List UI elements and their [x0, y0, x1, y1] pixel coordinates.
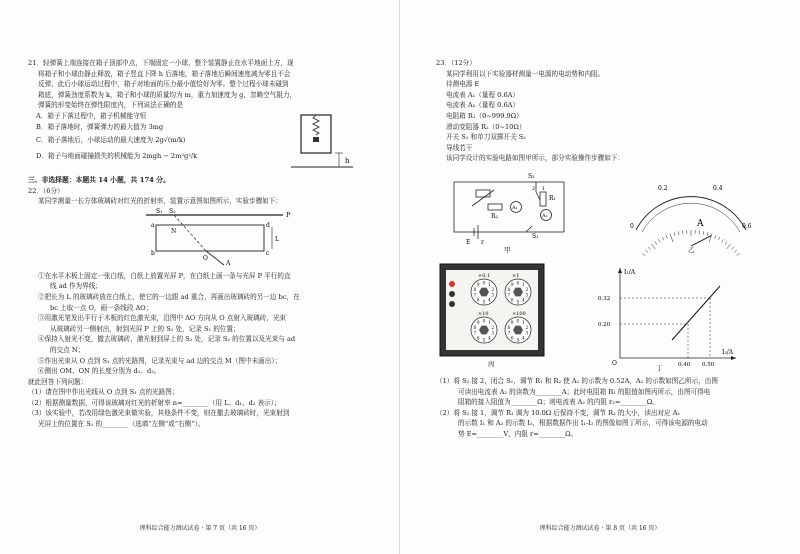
q23-line: 电阻箱 R₁（0~999.9Ω） — [446, 111, 523, 120]
meter-tick-mark — [674, 232, 675, 235]
corner-b-label: b — [151, 249, 155, 257]
dial-number: 9 — [476, 282, 480, 288]
q23-question: （2）将 S₂ 接 1，调节 R₁ 调为 10.0Ω 后保持不变，调节 R₂ 的大小，读出对应 A₁ — [436, 408, 681, 417]
meter-tick-mark — [727, 244, 731, 249]
q22-question: （2）根据测量数据，可得该玻璃对红光的折射率 n=________（用 L、d₁、d₂ 表示）； — [28, 398, 281, 407]
left-footer: 理科综合能力测试试卷 · 第 7 页（共 16 页） — [139, 525, 261, 532]
q22-question: 光屏上的位置在 S₁ 的________（选填“左侧”或“右侧”）。 — [38, 420, 205, 429]
resistance-box-bing — [436, 262, 556, 372]
meter-tick-mark — [715, 235, 716, 238]
dial-number: 2 — [491, 286, 495, 292]
q23-line: 待测电源 E — [446, 80, 480, 89]
q23-line: 该同学设计的实验电路如图甲所示，部分实验操作步骤如下： — [446, 154, 625, 163]
refraction-figure — [28, 207, 388, 267]
dial-multiplier: ×1 — [512, 272, 520, 279]
switch-s2-label: S₂ — [528, 172, 535, 180]
s1-label: S₁ — [156, 207, 163, 215]
meter-tick-mark — [678, 231, 679, 234]
dial-number: 3 — [525, 292, 529, 298]
q23-head: 23．（12分） — [436, 59, 476, 67]
dial-number: 9 — [510, 282, 514, 288]
ammeter-a2-label: A₂ — [542, 212, 548, 219]
dial-number: 2 — [491, 324, 495, 330]
q23-line: 电流表 A₁（量程 0.6A） — [446, 90, 520, 99]
meter-tick-mark — [737, 253, 740, 255]
q23-line: 导线若干 — [446, 143, 473, 152]
meter-tick-mark — [662, 237, 664, 240]
dial-number: 0 — [516, 280, 520, 286]
q22-step: bc 上取一点 O，画一条线段 AO； — [50, 303, 153, 312]
q22-step: ⑥测出 OM、ON 的长度分别为 d₁、d₂。 — [38, 367, 161, 376]
resistor-r2-label: R₂ — [491, 212, 498, 220]
q21-line: 箱底，弹簧劲度系数为 k，箱子和小球的质量均为 m，重力加速度为 g，忽略空气阻力， — [38, 90, 297, 99]
meter-tick-mark — [718, 237, 720, 240]
q22-answer-intro: 就此回答下列问题： — [28, 377, 88, 386]
dial-multiplier: ×10 — [478, 310, 489, 317]
graph-y-tick-0.20: 0.20 — [598, 321, 611, 328]
dial-number: 9 — [510, 320, 514, 326]
dial-number: 2 — [525, 324, 529, 330]
q22-step: 线 ad 作为界线； — [50, 282, 102, 291]
meter-needle — [691, 235, 711, 245]
q22-step: 从玻璃砖另一侧射出，射到光屏 P 上的 S₁ 处，记录 S₁ 的位置； — [50, 324, 240, 333]
right-footer: 理科综合能力测试试卷 · 第 8 页（共 16 页） — [539, 525, 661, 532]
meter-tick-mark — [707, 232, 708, 235]
q23-question: （1）将 S₂ 接 2，闭合 S₁，调节 R₁ 和 R₂ 使 A₁ 的示数为 0.52A，A₂ 的示数如图乙所示，由图 — [436, 376, 718, 385]
dial-number: 4 — [522, 335, 525, 341]
dial-multiplier: ×100 — [512, 310, 526, 317]
meter-tick-mark — [666, 235, 667, 238]
dial-number: 1 — [522, 320, 525, 326]
circuit-diagram-jia — [436, 168, 596, 256]
graph-x-axis-label: I₂/A — [722, 348, 734, 356]
q22-steps — [28, 271, 386, 377]
point-n-label: N — [171, 227, 177, 235]
meter-tick-mark — [645, 250, 648, 252]
figure-jia-caption: 甲 — [504, 245, 511, 254]
meter-tick-0: 0 — [630, 222, 634, 230]
dial-number: 8 — [507, 324, 511, 330]
dial-number: 5 — [482, 299, 486, 305]
meter-tick-mark — [655, 242, 657, 245]
box-spring-figure — [273, 111, 363, 173]
figure-ding-caption: 丁 — [656, 363, 663, 372]
dial-number: 5 — [516, 337, 520, 343]
q22-question: （1）请在图中作出光线从 O 点到 S₁ 点的光路图； — [28, 388, 179, 397]
dial-number: 0 — [482, 318, 486, 324]
meter-unit-label: A — [697, 218, 704, 229]
dial-number: 8 — [473, 286, 477, 292]
graph-origin-label: O — [612, 359, 617, 367]
dial-number: 3 — [491, 330, 495, 336]
ammeter-dial-yi — [616, 168, 766, 256]
q21-line: 弹簧的形变始终在弹性限度内，下列说法正确的是 — [38, 101, 184, 110]
q21-line: 将箱子和小球由静止释放，箱子竖直下降 h 后落地，箱子落地后瞬间速度减为零且不会 — [38, 69, 291, 78]
q23-line: 开关 S₁ 和单刀双掷开关 S₂ — [446, 133, 526, 142]
meter-tick-mark — [725, 242, 727, 245]
q23-question: 势 E=________V，内阻 r=________Ω。 — [458, 429, 578, 438]
dial-number: 8 — [473, 324, 477, 330]
meter-tick-0.2: 0.2 — [658, 184, 668, 192]
figure-bing-caption: 丙 — [488, 359, 495, 368]
meter-tick-mark — [670, 234, 673, 242]
source-e-label: E — [466, 238, 471, 246]
terminal-2-label: 2 — [532, 185, 536, 192]
dial-number: 6 — [476, 335, 480, 341]
meter-tick-mark — [648, 247, 650, 250]
meter-tick-mark — [731, 247, 733, 250]
dial-number: 1 — [522, 282, 525, 288]
q23-line: 滑动变阻器 R₂（0~10Ω） — [446, 122, 526, 131]
dial-number: 4 — [488, 335, 491, 341]
dial-number: 6 — [510, 297, 514, 303]
dial-number: 4 — [488, 297, 491, 303]
q22-head: 22．（6分） — [28, 186, 64, 195]
question-21 — [28, 58, 386, 173]
corner-a-label: a — [151, 221, 155, 229]
switch-s1-label: S₁ — [532, 232, 539, 240]
graph-y-tick-0.32: 0.32 — [598, 295, 611, 302]
corner-d-label: d — [266, 221, 270, 229]
q23-question: 阻箱的接入阻值为________Ω；则电流表 A₂ 的内阻 r₂=________Ω。 — [458, 398, 659, 407]
s2-label: S₂ — [169, 207, 176, 215]
q22-step: ①在水平木板上固定一张白纸，白纸上放置光屏 P，在白纸上画一条与光屏 P 平行的直 — [38, 271, 291, 280]
q22-intro: 某同学测量一长方体玻璃砖对红光的折射率，装置示意图如图所示，实验步骤如下： — [38, 197, 282, 206]
dial-number: 0 — [516, 318, 520, 324]
q21-option-c: C．箱子落地后，小球运动的最大速度为 2g√(m/k) — [36, 136, 186, 145]
meter-tick-mark — [734, 250, 737, 252]
dial-number: 6 — [510, 335, 514, 341]
dial-number: 7 — [473, 330, 477, 336]
point-a-label: A — [226, 259, 231, 267]
q23-question: 可读出电流表 A₂ 的读数为________A；此时电阻箱 R₁ 的阻值如图丙所示，由图可得电 — [458, 387, 711, 396]
dial-number: 7 — [473, 292, 477, 298]
meter-tick-mark — [709, 234, 712, 242]
dial-number: 3 — [491, 292, 495, 298]
graph-y-axis-label: I₁/A — [624, 268, 636, 276]
right-page — [400, 0, 800, 554]
dial-number: 3 — [525, 330, 529, 336]
q21-option-d: D．箱子与地面碰撞损失的机械能为 2mgh − 2m²g²/k — [36, 152, 198, 161]
dial-number: 0 — [482, 280, 486, 286]
q22-step: ④保持入射光不变，撤去玻璃砖，激光射到屏上的 S₂ 处，记录 S₂ 的位置以及光束与 ad — [38, 335, 296, 344]
graph-x-tick-0.50: 0.50 — [702, 361, 715, 368]
meter-tick-mark — [651, 244, 655, 249]
graph-ding — [596, 262, 746, 372]
q21-option-b: B．箱子落地时，弹簧弹力的最大值为 3mg — [36, 122, 164, 131]
corner-c-label: c — [266, 249, 270, 257]
screen-p-label: P — [286, 210, 291, 219]
section-3-heading: 三、非选择题：本题共 14 小题，共 174 分。 — [28, 175, 170, 184]
meter-tick-0.6: 0.6 — [742, 222, 752, 230]
ammeter-a1-label: A₁ — [512, 204, 518, 211]
meter-tick-mark — [642, 253, 645, 255]
meter-tick-mark — [658, 239, 660, 242]
meter-tick-mark — [722, 239, 724, 242]
terminal-1-label: 1 — [542, 185, 546, 192]
resistor-r1-label: R₁ — [549, 194, 556, 202]
q22-step: ③用激光笔发出平行于木板的红色激光束，沿图中 AO 方向从 O 点射入玻璃砖，光束 — [38, 314, 287, 323]
dial-number: 9 — [476, 320, 480, 326]
dial-number: 4 — [522, 297, 525, 303]
point-o-label: O — [203, 254, 208, 262]
q23-question: 的示数 I₁ 和 A₂ 的示数 I₂，根据数据作出 I₁-I₂ 的图像如图丁所示，可得该电源的电动 — [458, 419, 708, 428]
dial-number: 1 — [488, 282, 491, 288]
q22-step: 的交点 N； — [50, 345, 85, 354]
q21-option-a: A．箱子下落过程中，箱子机械能守恒 — [36, 111, 147, 120]
figure-yi-caption: 乙 — [688, 245, 695, 254]
dial-number: 2 — [525, 286, 529, 292]
q23-line: 某同学利用以下实验器材测量一电源的电动势和内阻。 — [446, 69, 605, 78]
dial-number: 6 — [476, 297, 480, 303]
internal-r-label: r — [481, 238, 484, 246]
dial-number: 7 — [507, 330, 511, 336]
q21-line: 21．轻弹簧上端连接在箱子顶部中点，下端固定一小球，整个装置静止在水平地面上方，现 — [28, 59, 294, 67]
q23-line: 电流表 A₂（量程 0.6A） — [446, 101, 520, 110]
dial-number: 7 — [507, 292, 511, 298]
q22-question: （3）该实验中，若改用绿色激光束做实验，其他条件不变，则在撤去玻璃砖时，光束射到 — [28, 409, 290, 418]
q22-step: ②把长为 L 的玻璃砖放在白纸上，使它的一边跟 ad 重合，再画出玻璃砖的另一边 bc，在 — [38, 292, 300, 301]
dial-number: 1 — [488, 320, 491, 326]
dial-number: 5 — [482, 337, 486, 343]
dial-number: 8 — [507, 286, 511, 292]
graph-x-tick-0.40: 0.40 — [678, 361, 691, 368]
meter-tick-mark — [703, 231, 704, 234]
q21-line: 反弹，此后小球运动过程中，箱子对地面的压力最小值恰好为零。整个过程小球未碰到 — [38, 80, 289, 89]
meter-tick-0.4: 0.4 — [713, 184, 723, 192]
q22-step: ⑤作出光束从 O 点到 S₁ 点的光路图，记录光束与 ad 边的交点 M（图中未画出）； — [38, 356, 282, 365]
height-label: h — [345, 156, 350, 165]
graph-line — [672, 286, 720, 340]
length-l-label: L — [275, 235, 279, 243]
dial-number: 5 — [516, 299, 520, 305]
dial-multiplier: ×0.1 — [478, 272, 491, 279]
